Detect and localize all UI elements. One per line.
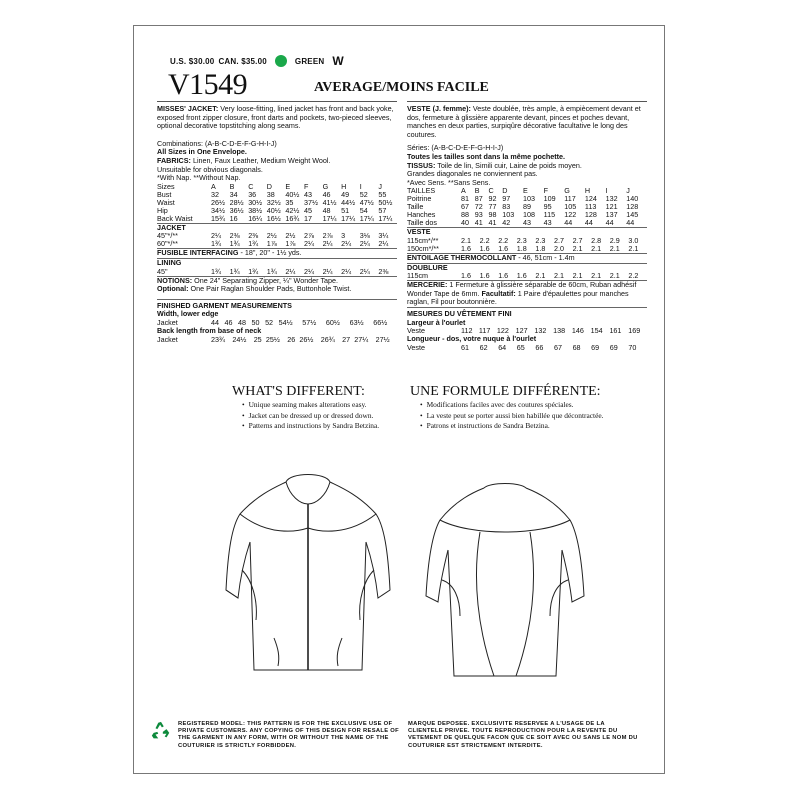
table-cell: 3¼ — [378, 231, 389, 241]
table-cell: D — [266, 181, 272, 191]
table-cell: 30½ — [248, 197, 263, 207]
unsuitable-fr: Grandes diagonales ne conviennent pas. — [407, 169, 538, 179]
table-cell: 140 — [626, 194, 639, 204]
table-cell: 1¾ — [211, 239, 221, 249]
table-cell: 92 — [488, 194, 497, 204]
table-cell: B — [229, 181, 235, 191]
table-cell: J — [626, 186, 630, 196]
veste-yardage-table-fr — [407, 237, 647, 253]
table-cell: 1.6 — [498, 271, 509, 281]
table-cell: 16¼ — [248, 213, 263, 223]
table-row — [157, 268, 397, 276]
table-cell: F — [543, 186, 548, 196]
table-cell: 2.2 — [628, 271, 639, 281]
table-cell: 32½ — [266, 197, 281, 207]
table-row — [157, 215, 397, 223]
table-cell: 117 — [564, 194, 576, 204]
table-cell: 23¾ — [211, 334, 225, 344]
table-cell: 2.1 — [461, 235, 471, 245]
table-cell: 117 — [478, 326, 491, 336]
row-label: 45"*/** — [157, 231, 178, 241]
table-cell: 57½ — [302, 317, 317, 327]
legal-notice-en: REGISTERED MODEL: THIS PATTERN IS FOR THE EXCLUSIVE USE OF PRIVATE CUSTOMERS. ANY COPYING OF THIS DESIGN FOR RESALE OF THE GARMENT IN ANY FORM, WITH OR WITHOUT THE NAME OF THE COUTURIER IS STRICTLY FORBIDDEN. — [178, 721, 399, 749]
table-cell: 26½ — [299, 334, 314, 344]
whats-different-list-en — [242, 400, 379, 432]
table-cell: 46 — [224, 317, 233, 327]
table-cell: 54½ — [278, 317, 293, 327]
table-cell: 89 — [522, 202, 531, 212]
table-cell: 32 — [211, 189, 219, 199]
row-label: 115cm*/** — [407, 235, 439, 245]
table-cell: 43 — [522, 218, 531, 228]
table-cell: 26¾ — [320, 334, 335, 344]
length-label-en: Back length from base of neck — [157, 325, 262, 335]
table-cell: 44 — [626, 218, 635, 228]
table-cell: 17¼ — [359, 213, 374, 223]
table-cell: 68 — [572, 342, 581, 352]
table-row — [157, 240, 397, 248]
table-row — [407, 219, 647, 227]
table-cell: 2.1 — [628, 243, 639, 253]
jacket-back-drawing — [420, 480, 590, 685]
table-cell: 69 — [591, 342, 600, 352]
table-cell: 36 — [248, 189, 257, 199]
table-cell: 2.2 — [498, 235, 509, 245]
nap-note-en: *With Nap. **Without Nap. — [157, 173, 241, 183]
table-cell: 2¼ — [359, 239, 370, 249]
table-cell: 2.8 — [591, 235, 602, 245]
table-cell: 103 — [522, 194, 535, 204]
entoilage-fr: ENTOILAGE THERMOCOLLANT - 46, 51cm - 1.4m — [407, 253, 647, 263]
doublure-label-fr: DOUBLURE — [407, 263, 647, 273]
jacket-yardage-label-en: JACKET — [157, 223, 397, 233]
table-cell: 37½ — [303, 197, 318, 207]
table-cell: 44 — [564, 218, 573, 228]
legal-notice-fr: MARQUE DEPOSEE. EXCLUSIVITE RESERVEE A L'USAGE DE LA CLIENTELE PRIVEE. TOUTE REPRODUCTION POUR LA REVENTE DU VETEMENT DE QUELQUE FACON QUE CE SOIT AVEC OU SANS LE NOM DU COUTURIER EST STRICTEMENT INTERDITE. — [408, 721, 638, 749]
table-cell: 55 — [378, 189, 387, 199]
table-cell: 48 — [238, 317, 247, 327]
table-cell: 2¼ — [211, 231, 221, 241]
table-cell: 2.1 — [535, 271, 546, 281]
table-row — [157, 336, 397, 344]
table-cell: 2.1 — [591, 243, 602, 253]
table-cell: H — [584, 186, 591, 196]
table-cell: 1¾ — [211, 266, 221, 276]
mercerie-fr: MERCERIE: 1 Fermeture à glissière séparable de 60cm, Ruban adhésif Wonder Tape de 6mm. Facultatif: 1 Paire d'épaulettes pour manches raglan, Fil pour boutonnière. — [407, 280, 647, 307]
table-cell: 17 — [303, 213, 312, 223]
table-cell: 97 — [502, 194, 511, 204]
unsuitable-en: Unsuitable for obvious diagonals. — [157, 164, 263, 174]
row-label: Sizes — [157, 181, 175, 191]
table-cell: G — [564, 186, 570, 196]
table-cell: 95 — [543, 202, 552, 212]
length-table-en — [157, 336, 397, 344]
table-cell: 57 — [378, 205, 387, 215]
price-line — [170, 54, 348, 68]
table-cell: 38 — [266, 189, 275, 199]
description-fr: VESTE (J. femme): Veste doublée, très ample, à empiècement devant et dos, fermeture à glissière apparente devant, pinces et poches devant, manches en deux parties, surpiqûre décorative facultative le long des coutures. — [407, 104, 641, 139]
price-can: CAN. $35.00 — [218, 56, 267, 66]
table-cell: 2.3 — [535, 235, 546, 245]
table-cell: 24½ — [232, 334, 247, 344]
table-cell: 49 — [341, 189, 350, 199]
table-cell: 112 — [461, 326, 473, 336]
list-item: • Jacket can be dressed up or dressed down. — [242, 411, 379, 422]
table-cell: 3⅛ — [359, 231, 370, 241]
table-cell: 87 — [474, 194, 483, 204]
table-cell: 42 — [502, 218, 511, 228]
table-cell: 113 — [584, 202, 597, 212]
table-cell: 2¼ — [285, 266, 296, 276]
table-cell: 2.7 — [572, 235, 583, 245]
list-item: • Patrons et instructions de Sandra Betzina. — [420, 421, 603, 432]
table-cell: 48 — [322, 205, 331, 215]
table-cell: 40 — [461, 218, 469, 228]
table-cell: 67 — [553, 342, 562, 352]
table-cell: I — [605, 186, 608, 196]
table-cell: 1⅞ — [285, 239, 296, 249]
table-cell: 2¼ — [303, 266, 314, 276]
table-cell: 28½ — [229, 197, 244, 207]
table-cell: 43 — [303, 189, 312, 199]
finished-title-fr: MESURES DU VÊTEMENT FINI — [407, 307, 647, 319]
table-cell: 138 — [553, 326, 566, 336]
row-label: Veste — [407, 326, 425, 336]
table-cell: 1¾ — [266, 266, 277, 276]
table-cell: 98 — [488, 210, 497, 220]
table-cell: 47½ — [359, 197, 374, 207]
row-label: Bust — [157, 189, 172, 199]
row-label: Back Waist — [157, 213, 193, 223]
table-cell: 146 — [571, 326, 584, 336]
pattern-number: V1549 — [168, 68, 248, 101]
price-letter: W — [332, 54, 344, 68]
lining-yardage-table-en — [157, 268, 397, 276]
list-item: • Patterns and instructions by Sandra Betzina. — [242, 421, 379, 432]
table-cell: 60½ — [325, 317, 340, 327]
jacket-front-drawing — [218, 470, 398, 685]
table-cell: 83 — [502, 202, 511, 212]
table-cell: 1.8 — [535, 243, 546, 253]
table-cell: 34½ — [211, 205, 225, 215]
color-name: GREEN — [294, 56, 325, 66]
table-cell: 2.2 — [479, 235, 490, 245]
table-cell: 2⅞ — [303, 231, 314, 241]
table-cell: 42½ — [285, 205, 300, 215]
tissus-fr: TISSUS: Toile de lin, Simili cuir, Laine de poids moyen. — [407, 160, 582, 170]
row-label: Jacket — [157, 334, 178, 344]
table-cell: G — [322, 181, 329, 191]
table-cell: 93 — [474, 210, 483, 220]
table-cell: 1¾ — [229, 239, 240, 249]
table-cell: 1¾ — [248, 266, 259, 276]
table-cell: 121 — [605, 202, 618, 212]
table-cell: 67 — [461, 202, 469, 212]
table-cell: A — [461, 186, 466, 196]
table-cell: 2¼ — [378, 239, 389, 249]
table-cell: 27½ — [375, 334, 390, 344]
table-cell: 128 — [584, 210, 597, 220]
table-cell: 65 — [516, 342, 525, 352]
table-row — [407, 245, 647, 253]
table-cell: 41 — [474, 218, 483, 228]
table-cell: 40½ — [285, 189, 300, 199]
table-cell: 40½ — [266, 205, 281, 215]
table-cell: 16¾ — [285, 213, 300, 223]
table-cell: 35 — [285, 197, 294, 207]
table-cell: H — [341, 181, 347, 191]
table-cell: 2¼ — [341, 266, 352, 276]
all-sizes-fr: Toutes les tailles sont dans la même pochette. — [407, 151, 566, 161]
table-cell: 64 — [498, 342, 507, 352]
table-cell: 16 — [229, 213, 238, 223]
finished-title-en: FINISHED GARMENT MEASUREMENTS — [157, 299, 397, 311]
table-cell: 124 — [584, 194, 597, 204]
width-label-en: Width, lower edge — [157, 309, 219, 319]
table-cell: 26 — [287, 334, 296, 344]
table-cell: 81 — [461, 194, 469, 204]
whats-different-heading-en: WHAT'S DIFFERENT: — [232, 384, 365, 399]
row-label: Hanches — [407, 210, 436, 220]
table-cell: 25½ — [265, 334, 280, 344]
description-en: MISSES' JACKET: Very loose-fitting, lined jacket has front and back yoke, exposed front zipper closure, front darts and pockets, two-pieced sleeves, optional decorative topstitching along seams. — [157, 104, 394, 131]
table-cell: 88 — [461, 210, 469, 220]
series-fr: Séries: (A-B-C-D-E-F-G-H-I-J) — [407, 143, 504, 153]
table-cell: 127 — [515, 326, 528, 336]
table-cell: 44½ — [341, 197, 356, 207]
table-cell: 44 — [584, 218, 593, 228]
table-cell: 132 — [605, 194, 618, 204]
table-cell: 50½ — [378, 197, 393, 207]
table-cell: 44 — [605, 218, 614, 228]
table-cell: 41 — [488, 218, 497, 228]
row-label: Poitrine — [407, 194, 432, 204]
table-cell: 1.6 — [516, 271, 527, 281]
table-cell: 1.6 — [479, 271, 490, 281]
table-cell: 1⅞ — [266, 239, 277, 249]
table-cell: 103 — [502, 210, 515, 220]
table-cell: B — [474, 186, 480, 196]
table-cell: 2⅜ — [248, 231, 259, 241]
table-cell: 1.6 — [479, 243, 490, 253]
table-cell: 2¼ — [359, 266, 370, 276]
table-cell: 2¼ — [341, 239, 352, 249]
table-cell: 154 — [590, 326, 603, 336]
table-cell: 1.6 — [498, 243, 509, 253]
table-cell: 27 — [342, 334, 351, 344]
table-cell: 2¼ — [322, 266, 333, 276]
table-cell: C — [488, 186, 494, 196]
table-cell: 1¾ — [248, 239, 259, 249]
row-label: Taille — [407, 202, 424, 212]
row-label: Hip — [157, 205, 168, 215]
table-cell: 169 — [628, 326, 641, 336]
table-cell: 2.1 — [609, 243, 620, 253]
table-cell: 2¼ — [322, 239, 333, 249]
table-cell: 2⅞ — [322, 231, 333, 241]
fabrics-en: FABRICS: Linen, Faux Leather, Medium Weight Wool. — [157, 155, 331, 165]
body-measurements-table-en — [157, 183, 397, 223]
table-cell: 41½ — [322, 197, 337, 207]
row-label: 150cm*/** — [407, 243, 439, 253]
table-cell: 105 — [564, 202, 577, 212]
table-cell: 63½ — [349, 317, 364, 327]
row-label: 60"*/** — [157, 239, 178, 249]
table-cell: 1.8 — [516, 243, 527, 253]
english-column — [157, 101, 397, 344]
table-cell: 16½ — [266, 213, 281, 223]
table-cell: 2.3 — [516, 235, 527, 245]
row-label: Waist — [157, 197, 175, 207]
table-cell: 17¼ — [322, 213, 337, 223]
jacket-yardage-table-en — [157, 232, 397, 248]
table-cell: 122 — [496, 326, 509, 336]
table-cell: 2.1 — [572, 271, 583, 281]
table-cell: 2.1 — [572, 243, 583, 253]
table-cell: 45 — [303, 205, 312, 215]
french-column — [407, 101, 647, 352]
doublure-yardage-table-fr — [407, 272, 647, 280]
table-cell: 54 — [359, 205, 368, 215]
table-cell: 72 — [474, 202, 483, 212]
table-cell: 128 — [626, 202, 639, 212]
table-cell: 36½ — [229, 205, 244, 215]
table-cell: 2¼ — [303, 239, 314, 249]
table-cell: 61 — [461, 342, 469, 352]
table-cell: 17¼ — [378, 213, 393, 223]
length-label-fr: Longueur - dos, votre nuque à l'ourlet — [407, 334, 537, 344]
table-cell: 3 — [341, 231, 346, 241]
difficulty-level: AVERAGE/MOINS FACILE — [314, 80, 489, 95]
body-measurements-table-fr — [407, 187, 647, 227]
table-cell: 132 — [534, 326, 547, 336]
width-label-fr: Largeur à l'ourlet — [407, 317, 466, 327]
table-cell: 51 — [341, 205, 350, 215]
notions-en: NOTIONS: One 24" Separating Zipper, ¼" Wonder Tape. — [157, 276, 397, 286]
all-sizes-en: All Sizes in One Envelope. — [157, 147, 247, 157]
length-table-fr — [407, 344, 647, 352]
table-cell: 66 — [535, 342, 544, 352]
table-cell: 2.7 — [553, 235, 564, 245]
color-dot-icon — [275, 55, 287, 67]
lining-label-en: LINING — [157, 258, 397, 268]
table-cell: 108 — [522, 210, 535, 220]
table-cell: F — [303, 181, 309, 191]
table-cell: 38½ — [248, 205, 263, 215]
table-cell: 2.0 — [553, 243, 564, 253]
table-cell: 15¾ — [211, 213, 225, 223]
table-cell: 17¼ — [341, 213, 356, 223]
table-cell: 77 — [488, 202, 497, 212]
row-label: 45" — [157, 266, 168, 276]
table-cell: 26½ — [211, 197, 225, 207]
table-cell: J — [378, 181, 382, 191]
table-cell: 2½ — [266, 231, 277, 241]
table-cell: A — [211, 181, 216, 191]
table-cell: 2.9 — [609, 235, 620, 245]
table-cell: 52 — [359, 189, 368, 199]
table-cell: 2⅜ — [378, 266, 389, 276]
table-cell: 2.1 — [591, 271, 602, 281]
table-cell: 137 — [605, 210, 618, 220]
table-cell: 2.1 — [609, 271, 620, 281]
table-cell: 2½ — [285, 231, 296, 241]
table-cell: 46 — [322, 189, 331, 199]
table-cell: 27¼ — [354, 334, 369, 344]
table-cell: 50 — [251, 317, 260, 327]
table-cell: 44 — [211, 317, 219, 327]
table-row — [407, 272, 647, 280]
combinations-en: Combinations: (A-B-C-D-E-F-G-H-I-J) — [157, 138, 277, 148]
table-cell: E — [285, 181, 291, 191]
row-label: Jacket — [157, 317, 178, 327]
table-cell: D — [502, 186, 508, 196]
veste-yardage-label-fr: VESTE — [407, 227, 647, 237]
price-us: U.S. $30.00 — [170, 56, 215, 66]
table-cell: 3.0 — [628, 235, 639, 245]
row-label: Taille dos — [407, 218, 437, 228]
table-cell: 115 — [543, 210, 556, 220]
table-cell: 1.6 — [461, 271, 471, 281]
table-cell: 43 — [543, 218, 552, 228]
row-label: Veste — [407, 342, 425, 352]
nap-note-fr: *Avec Sens. **Sans Sens. — [407, 177, 491, 187]
table-cell: 1¾ — [229, 266, 240, 276]
table-cell: 109 — [543, 194, 556, 204]
table-cell: 69 — [609, 342, 618, 352]
table-cell: 161 — [609, 326, 622, 336]
list-item: • La veste peut se porter aussi bien habillée que décontractée. — [420, 411, 603, 422]
table-cell: 1.6 — [461, 243, 471, 253]
list-item: • Modifications faciles avec des coutures spéciales. — [420, 400, 603, 411]
table-cell: E — [522, 186, 528, 196]
table-cell: C — [248, 181, 254, 191]
table-cell: 70 — [628, 342, 637, 352]
table-cell: 122 — [564, 210, 577, 220]
table-row — [407, 344, 647, 352]
table-cell: 2⅜ — [229, 231, 240, 241]
table-cell: 52 — [265, 317, 274, 327]
row-label: TAILLES — [407, 186, 436, 196]
list-item: • Unique seaming makes alterations easy. — [242, 400, 379, 411]
fusible-en: FUSIBLE INTERFACING - 18", 20" - 1½ yds. — [157, 248, 397, 258]
optional-en: Optional: One Pair Raglan Shoulder Pads, Buttonhole Twist. — [157, 284, 352, 294]
table-cell: 25 — [253, 334, 262, 344]
recycle-icon — [150, 720, 172, 742]
table-cell: I — [359, 181, 362, 191]
table-cell: 2.1 — [553, 271, 564, 281]
table-cell: 66½ — [373, 317, 388, 327]
whats-different-list-fr — [420, 400, 603, 432]
table-cell: 62 — [479, 342, 488, 352]
whats-different-heading-fr: UNE FORMULE DIFFÉRENTE: — [410, 384, 601, 399]
table-cell: 34 — [229, 189, 238, 199]
row-label: 115cm — [407, 271, 429, 281]
table-cell: 145 — [626, 210, 639, 220]
